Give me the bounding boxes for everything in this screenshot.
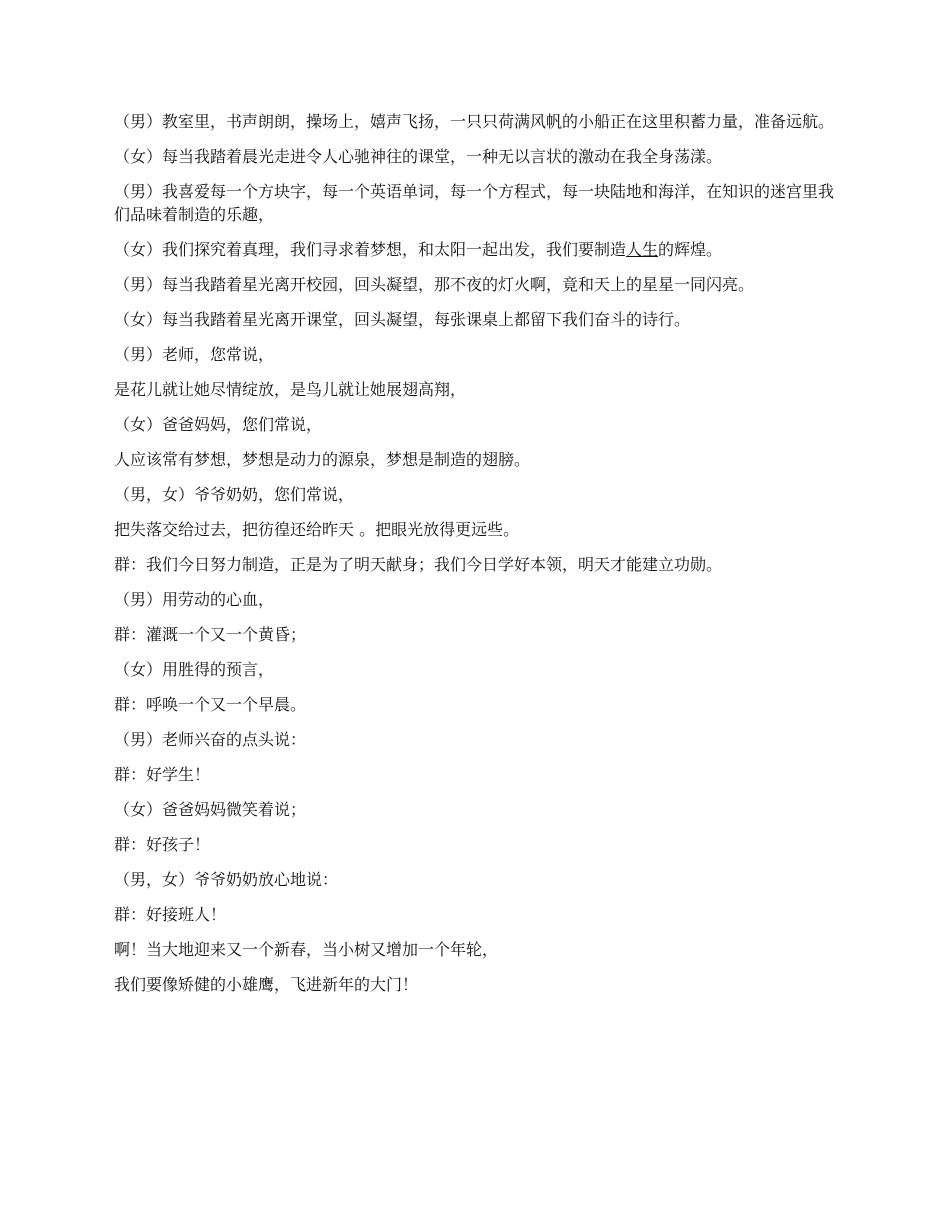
paragraph-16: （女）用胜得的预言， [114,660,275,679]
paragraph-19: 群：好学生！ [114,765,211,784]
paragraph-25: 我们要像矫健的小雄鹰，飞进新年的大门！ [114,975,419,994]
paragraph-11: （男，女）爷爷奶奶，您们常说， [114,485,355,504]
paragraph-8: 是花儿就让她尽情绽放，是鸟儿就让她展翅高翔， [114,380,467,399]
paragraph-4-text-after: 的辉煌。 [658,240,723,259]
paragraph-13: 群：我们今日努力制造，正是为了明天献身；我们今日学好本领，明天才能建立功勋。 [114,555,723,574]
paragraph-24: 啊！当大地迎来又一个新春，当小树又增加一个年轮， [114,940,499,959]
paragraph-4-text-before: （女）我们探究着真理，我们寻求着梦想，和太阳一起出发，我们要制造 [114,240,627,259]
paragraph-4 [114,238,844,261]
paragraph-9: （女）爸爸妈妈，您们常说， [114,415,323,434]
paragraph-17: 群：呼唤一个又一个早晨。 [114,695,307,714]
paragraph-1: （男）教室里，书声朗朗，操场上，嬉声飞扬，一只只荷满风帆的小船正在这里积蓄力量，准备远航。 [114,112,835,131]
document-body [114,110,844,1008]
paragraph-5: （男）每当我踏着星光离开校园，回头凝望，那不夜的灯火啊，竟和天上的星星一同闪亮。 [114,275,755,294]
paragraph-12: 把失落交给过去，把彷徨还给昨天 。把眼光放得更远些。 [114,520,520,539]
paragraph-4-underlined-text: 人生 [626,240,659,259]
paragraph-22: （男，女）爷爷奶奶放心地说： [114,870,339,889]
paragraph-6: （女）每当我踏着星光离开课堂，回头凝望，每张课桌上都留下我们奋斗的诗行。 [114,310,691,329]
paragraph-10: 人应该常有梦想，梦想是动力的源泉，梦想是制造的翅膀。 [114,450,531,469]
paragraph-23: 群：好接班人！ [114,905,227,924]
paragraph-7: （男）老师，您常说， [114,345,275,364]
paragraph-21: 群：好孩子！ [114,835,211,854]
paragraph-2: （女）每当我踏着晨光走进令人心驰神往的课堂，一种无以言状的激动在我全身荡漾。 [114,147,723,166]
paragraph-3: （男）我喜爱每一个方块字，每一个英语单词，每一个方程式，每一块陆地和海洋，在知识的迷宫里我们品味着制造的乐趣， [114,182,835,224]
paragraph-15: 群：灌溉一个又一个黄昏； [114,625,307,644]
paragraph-18: （男）老师兴奋的点头说： [114,730,307,749]
paragraph-14: （男）用劳动的心血， [114,590,275,609]
paragraph-20: （女）爸爸妈妈微笑着说； [114,800,307,819]
